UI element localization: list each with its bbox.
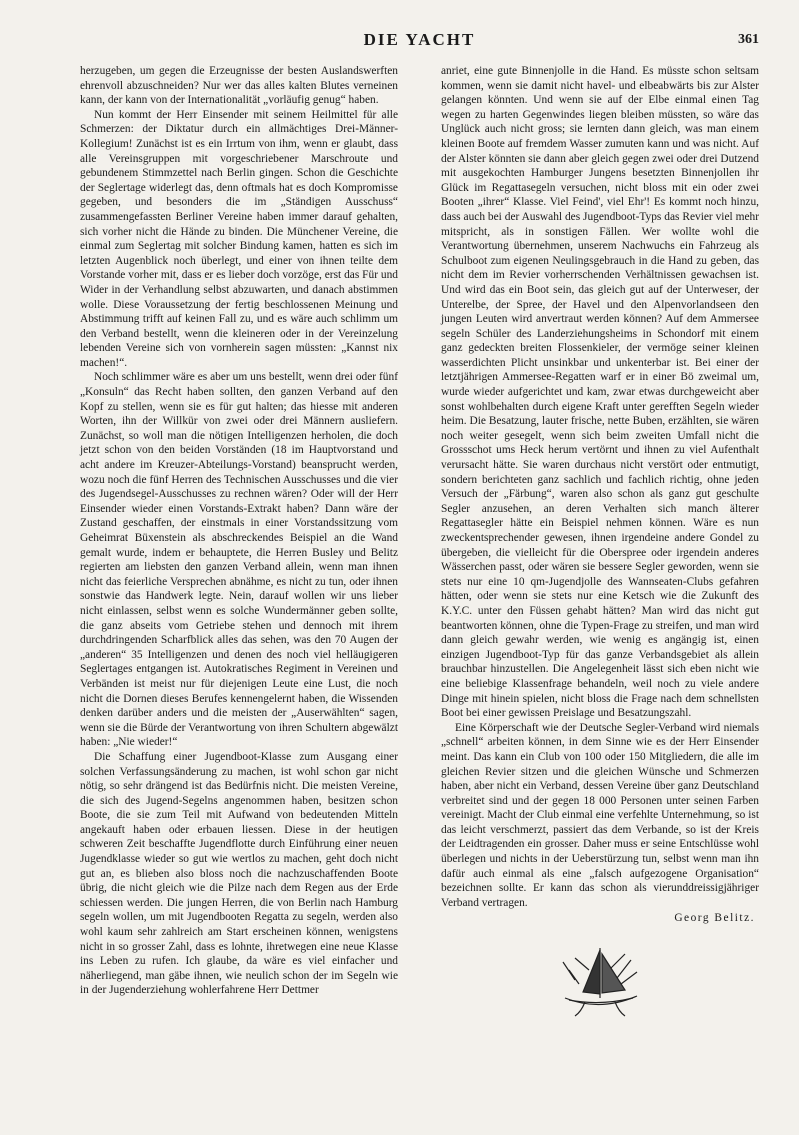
paragraph: Nun kommt der Herr Einsender mit seinem Heilmittel für alle Schmerzen: der Diktatur durch ein allmächtiges Drei-Männer-Kollegium! Zunächst ist es ein Irrtum von ihm, wenn er glaubt, dass alle Vereinsgruppen mit vorgeschriebener Marschroute und gebundenem Stimmzettel nach Berlin gingen. Schon die Geschichte der Seglertage widerlegt das, denn oftmals hat es doch Kompromisse gegeben, und besonders die im „Ständigen Ausschuss“ zusammengefassten Berliner Vereine haben immer darauf gehalten, sich vorher nicht die Hände zu binden. Die Münchener Vereine, die einmal zum Seglertag mit solcher Bindung kamen, hatten es sich im letzten Augenblick noch überlegt, und einer von ihnen teilte dem Vorstande vorher mit, dass er es lieber doch vorzöge, erst das Für und Wider in der Verhandlung selbst abzuwarten, und danach abstimmen wolle. Diese Voraussetzung der fertig beschlossenen Meinung und Abstimmung trifft auf keinen Fall zu, und es wäre auch schlimm um den Verband bestellt, wenn die kleineren oder in der Vereinzelung lebenden Vereine sich von vornherein sagen müssten: „Kannst nix machen!“. [80, 108, 398, 369]
sailboat-ornament-icon [545, 940, 655, 1020]
page-header [80, 30, 759, 64]
left-column [80, 64, 398, 1020]
paragraph: Noch schlimmer wäre es aber um uns bestellt, wenn drei oder fünf „Konsuln“ das Recht haben sollten, den ganzen Verband auf den Kopf zu stellen, wenn sie es für gut halten; das hiesse mit anderen Worten, ihn der Willkür von zwei oder drei Männern ausliefern. Zunächst, so woll man die nötigen Intelligenzen herholen, die doch jetzt schon von den beiden Vorständen (18 im Hauptvorstand und acht andere im Kreuzer-Abteilungs-Vorstand) beansprucht werden, wozu noch die fünf Herren des Technischen Ausschusses und die vier des Jugendsegel-Ausschusses zu rechnen wären? Oder will der Herr Einsender wieder einen Vorstands-Extrakt haben? Dann wäre der Zustand geschaffen, der einstmals in einer Vorstandssitzung vom Geheimrat Büxenstein als abschreckendes Beispiel an die Wand gemalt wurde, indem er behauptete, die Herren Busley und Belitz regierten am liebsten den ganzen Verband allein, wenn man ihnen nicht das feierliche Versprechen abnähme, es nicht zu tun, oder ihnen sonstwie das Handwerk legte. Nein, darauf wollen wir uns lieber nicht einlassen, selbst wenn es solche Wundermänner geben sollte, die ganz abseits vom Getriebe stehen und dennoch mit ihrem durchdringenden Scharfblick alles das sehen, was den 70 Augen der „anderen“ 35 Intelligenzen und denen des noch viel helläugigeren Seglertages entgangen ist. Autokratisches Regiment in Vereinen und Verbänden ist meist nur für diejenigen Leute eine Lust, die noch nicht die Dornen dieses Berufes kennengelernt haben, die Wissenden denken darüber anders und die meisten der „Auserwählten“ sagen, wenn sie die Bürde der Verantwortung von ihren Schultern abgewälzt haben: „Nie wieder!“ [80, 371, 398, 749]
paragraph: Die Schaffung einer Jugendboot-Klasse zum Ausgang einer solchen Verfassungsänderung zu machen, ist wohl schon gar nicht nötig, so sehr drängend ist das Bedürfnis nicht. Die meisten Vereine, die sich des Jugend-Segelns angenommen haben, besitzen schon Boote, die sie zum Teil mit Aufwand von bedeutenden Mitteln angekauft haben oder erbauen liessen. Diese in der heutigen schweren Zeit beschaffte Jugendflotte durch Einführung einer neuen Jugendklasse wieder so gut wie wertlos zu machen, geht doch nicht gut an, es blieben also bloss noch die nachzuschaffenden Boote übrig, die nicht gleich wie die Pilze nach dem Regen aus der Erde schiessen werden. Die jungen Herren, die von Berlin nach Hamburg segeln wollen, um mit Jugendbooten Regatta zu segeln, werden also wohl kaum sehr zahlreich am Start erscheinen können, wenigstens nicht in so grosser Zahl, dass es lohnte, ihretwegen eine neue Klasse ins Leben zu rufen. Ich glaube, da wäre es viel einfacher und näherliegend, man gäbe ihnen, wie neulich schon der im Segeln wie in der Jugenderziehung wohlerfahrene Herr Dettmer [80, 750, 398, 997]
paragraph: herzugeben, um gegen die Erzeugnisse der besten Auslandswerften ehrenvoll abzuschneiden? Nur wer das alles kalten Blutes verneinen kann, der kann von der Internationalität „vorläufig genug“ haben. [80, 65, 398, 107]
article-columns [80, 64, 759, 1020]
page-number: 361 [738, 32, 759, 47]
running-title: DIE YACHT [363, 30, 476, 49]
right-column [441, 64, 759, 1020]
author-signature: Georg Belitz. [674, 912, 755, 925]
paragraph: anriet, eine gute Binnenjolle in die Hand. Es müsste schon seltsam kommen, wenn sie damit nicht havel- und elbeabwärts bis zur Alster gelangen könnten. Und wenn sie auf der Elbe einmal einen Tag wegen zu harten Gegenwindes liegen bleiben müssten, so wäre das Unglück auch nicht gross; sie lernten dann gleich, was man einem kleinen Boote auf fremdem Wasser zumuten kann und was nicht. Auf der Alster könnten sie dann aber gleich gegen zwei oder drei Dutzend mit ausgekochten Hamburger Jungens besetzten Binnenjollen ihr Glück im Regattasegeln versuchen, nicht bloss mit ein oder zwei Booten „ihrer“ Klasse. Viel Feind', viel Ehr'! Es kommt noch hinzu, dass auch bei der Auswahl des Jugendboot-Typs das Revier viel mehr mitspricht, als in sonstigen Fällen. Wer wollte wohl die Verantwortung übernehmen, unserem Nachwuchs ein Fahrzeug als Schulboot zum eigenen Neulingsgebrauch in die Hand zu geben, das nicht dem im Revier vorherrschenden Verhältnissen gewachsen ist. Und wird das ein Boot sein, das gleich gut auf der Unterweser, der Unterelbe, der Spree, der Havel und den Alpenvorlandseen den jungen Leuten wird anvertraut werden können? Auf dem Ammersee segeln Schüler des Landerziehungsheims in Schondorf mit einem ganz gedeckten breiten Flossenkieler, der vermöge seiner kleinen wasserdichten Plicht unsinkbar und unkenterbar ist. Bei einer der letztjährigen Ammersee-Regatten warf er in einer Bö zweimal um, wurde wieder aufgerichtet und kam, zwar etwas durchgeweicht aber sonst wohlbehalten durch eigene Kraft unter gerefften Segeln wieder heim. Die Besatzung, lauter frische, nette Buben, erzählten, sie wären noch weiter gesegelt, wenn sich beim zweiten Umfall nicht die Grossschot ums Heck herum vertörnt und ihnen zu viel Aufenthalt verursacht hätte. Sie waren durchaus nicht verstört oder entmutigt, sondern berichteten ganz sachlich und fachlich richtig, ohne jeden Versuch der „Färbung“, waren also schon als ganz gut geschulte Segler anzusehen, an deren Verhalten sich manch älterer Regattasegler hätte ein Beispiel nehmen können. Wäre es nun zweckentsprechender gewesen, ihnen irgendeine andere Gondel zu übergeben, die vielleicht für die Oberspree oder irgendein anderes Wässerchen passt, oder wären sie bessere Segler geworden, wenn sie stets nur eine 10 qm-Jugendjolle des Wannseaten-Clubs gefahren hätten, oder wenn sie stets nur eine Ketsch wie die Zukunft des K.Y.C. unter den Füssen gehabt hätten? Man wird das nicht gut beantworten können, ohne die Typen-Frage zu streifen, und man wird dann gleich gewahr werden, wie wenig es angängig ist, einen einzigen Jugendboot-Typ für das ganze Verbandsgebiet als allein brauchbar hinzustellen. Die Angelegenheit lässt sich eben nicht wie eine beliebige Klassenfrage behandeln, weil noch zu viele andere Dinge mit hinein spielen, nicht bloss die Frage nach dem schnellsten Boot bei einer gewissen Preislage und Besatzungszahl. [441, 65, 759, 720]
paragraph: Eine Körperschaft wie der Deutsche Segler-Verband wird niemals „schnell“ arbeiten können, in dem Sinne wie es der Herr Einsender meint. Das kann ein Club von 100 oder 150 Mitgliedern, die alle im gleichen Revier sitzen und die gleichen Wünsche und Schmerzen haben, aber nicht ein Verband, dessen Vereine über ganz Deutschland verbreitet sind und der gegen 18 000 Personen unter seinen Farben vereinigt. Macht der Club einmal eine verfehlte Unternehmung, so ist das leicht verschmerzt, passiert das dem Verbande, so ist der Kreis der Leidtragenden ein grosser. Daher muss er seine Entschlüsse wohl überlegen und nichts in der Ueberstürzung tun, selbst wenn man ihn dafür auch einmal als eine „falsch aufgezogene Organisation“ bezeichnen sollte. Er kann das schon als vierunddreissigjähriger Verband vertragen. [441, 721, 759, 909]
